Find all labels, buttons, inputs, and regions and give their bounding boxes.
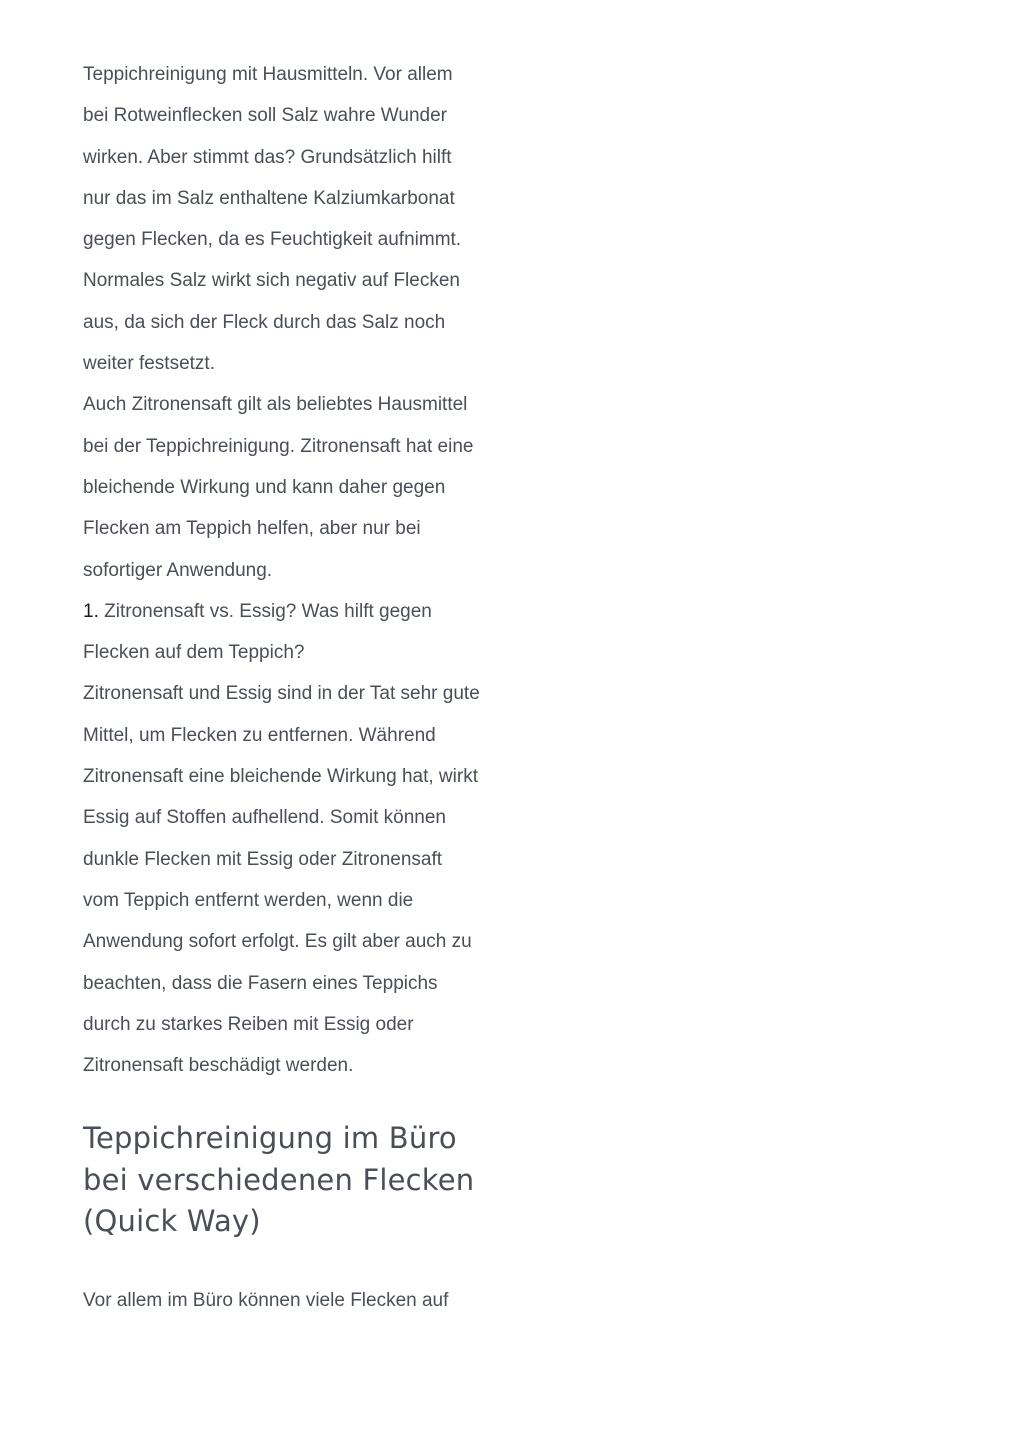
paragraph-office: Vor allem im Büro können viele Flecken auf bbox=[83, 1289, 449, 1311]
list-item bbox=[83, 591, 483, 674]
list-number: 1. bbox=[83, 600, 99, 622]
section-heading: Teppichreinigung im Büro bei verschiedenen Flecken (Quick Way) bbox=[83, 1121, 475, 1239]
paragraph-salt: Teppichreinigung mit Hausmitteln. Vor allem bei Rotweinflecken soll Salz wahre Wunder wirken. Aber stimmt das? Grundsätzlich hilft nur das im Salz enthaltene Kalziumkarbonat gegen Flecken, da es Feuchtigkeit aufnimmt. Normales Salz wirkt sich negativ auf Flecken aus, da sich der Fleck durch das Salz noch weiter festsetzt. bbox=[83, 64, 462, 375]
paragraph-lemon-juice: Auch Zitronensaft gilt als beliebtes Hausmittel bei der Teppichreinigung. Zitronensaft hat eine bleichende Wirkung und kann daher gegen Flecken am Teppich helfen, aber nur bei sofortiger Anwendung. bbox=[83, 394, 474, 581]
list-item-text: Zitronensaft vs. Essig? Was hilft gegen Flecken auf dem Teppich? bbox=[83, 600, 432, 664]
article-body bbox=[83, 54, 483, 1321]
paragraph-lemon-vs-vinegar: Zitronensaft und Essig sind in der Tat sehr gute Mittel, um Flecken zu entfernen. Während Zitronensaft eine bleichende Wirkung hat, wirkt Essig auf Stoffen aufhellend. Somit können dunkle Flecken mit Essig oder Zitronensaft vom Teppich entfernt werden, wenn die Anwendung sofort erfolgt. Es gilt aber auch zu beachten, dass die Fasern eines Teppichs durch zu starkes Reiben mit Essig oder Zitronensaft beschädigt werden. bbox=[83, 683, 480, 1077]
